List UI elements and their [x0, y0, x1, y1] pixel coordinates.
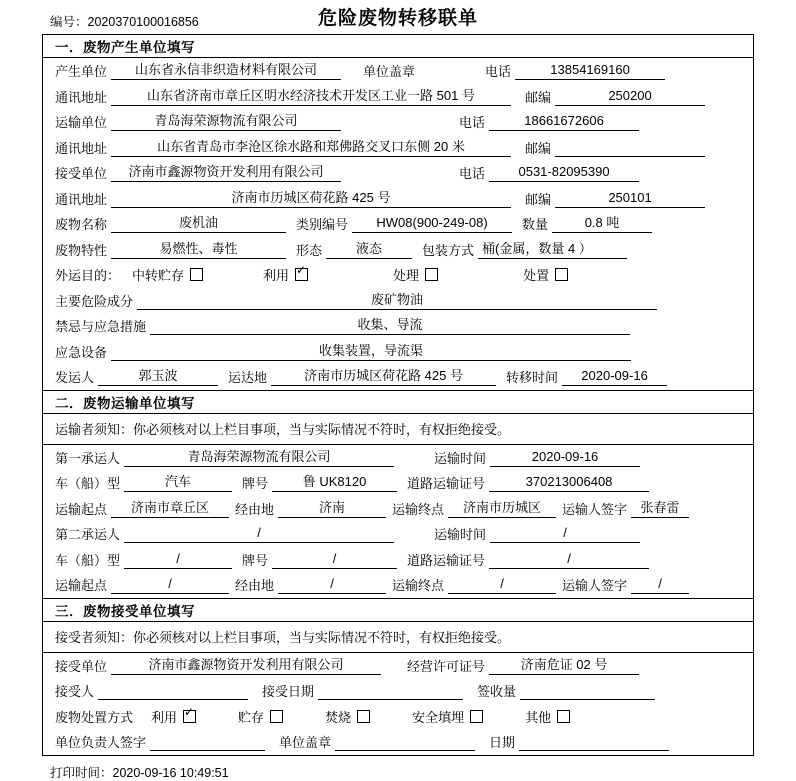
danger-component-line	[43, 288, 753, 314]
carrier-post-label: 邮编	[525, 140, 552, 156]
signed-qty-label: 签收量	[477, 684, 517, 700]
carrier1-row	[43, 444, 754, 470]
producer-post-label: 邮编	[525, 89, 552, 105]
receiver-notice: 接受者须知：你必须核对以上栏目事项，当与实际情况不符时，有权拒绝接受。	[55, 630, 511, 645]
quantity-label: 数量	[522, 217, 549, 233]
producer-phone-label: 电话	[485, 64, 512, 80]
waste-property-line	[43, 237, 753, 263]
document-number-value: 2020370100016856	[87, 15, 199, 29]
carrier-address-label: 通讯地址	[55, 140, 108, 156]
carrier-phone-label: 电话	[459, 115, 486, 131]
producer-address-value: 山东省济南市章丘区明水经济技术开发区工业一路 501 号	[111, 87, 511, 106]
carrier2-via-value: /	[278, 575, 386, 594]
section1-header-row	[43, 35, 754, 58]
method-landfill-checkbox[interactable]	[470, 710, 483, 723]
carrier1-route-line	[43, 496, 753, 522]
carrier-address-row	[43, 135, 754, 161]
purpose-transit-label: 中转贮存	[132, 268, 185, 284]
print-time-value: 2020-09-16 10:49:51	[112, 765, 229, 780]
category-value: HW08(900-249-08)	[352, 214, 512, 233]
document-header	[42, 0, 754, 34]
transfer-time-value: 2020-09-16	[562, 367, 667, 386]
carrier1-sign-label: 运输人签字	[562, 501, 628, 517]
carrier1-end-value: 济南市历城区	[448, 499, 556, 518]
section2-title: 二．废物运输单位填写	[43, 390, 754, 413]
producer-label: 产生单位	[55, 64, 108, 80]
carrier2-plate-value: /	[272, 550, 397, 569]
receiver-value: 济南市鑫源物资开发利用有限公司	[111, 163, 341, 182]
producer-phone-value: 13854169160	[515, 61, 665, 80]
producer-address-row	[43, 84, 754, 110]
carrier1-vehicle-row	[43, 470, 754, 496]
receive-person-row	[43, 678, 754, 704]
sender-row	[43, 364, 754, 390]
producer-value: 山东省永信非织造材料有限公司	[111, 61, 341, 80]
carrier2-via-label: 经由地	[235, 578, 275, 594]
receiver-post-label: 邮编	[525, 191, 552, 207]
destination-label: 运达地	[228, 370, 268, 386]
method-store-checkbox[interactable]	[270, 710, 283, 723]
carrier-notice: 运输者须知：你必须核对以上栏目事项，当与实际情况不符时，有权拒绝接受。	[55, 422, 511, 437]
transfer-purpose-label: 外运目的：	[55, 268, 121, 284]
permit-value: 济南危证 02 号	[489, 656, 639, 675]
method-other-checkbox[interactable]	[557, 710, 570, 723]
section3-title: 三．废物接受单位填写	[43, 598, 754, 621]
producer-post-value: 250200	[555, 87, 705, 106]
waste-property-label: 废物特性	[55, 242, 108, 258]
carrier2-row	[43, 521, 754, 547]
receiver-unit-value: 济南市鑫源物资开发利用有限公司	[111, 656, 381, 675]
carrier2-route-row	[43, 572, 754, 598]
producer-address-label: 通讯地址	[55, 89, 108, 105]
carrier2-end-value: /	[448, 575, 556, 594]
taboo-row	[43, 313, 754, 339]
taboo-value: 收集、导流	[150, 316, 630, 335]
receiver-label: 接受单位	[55, 166, 108, 182]
carrier1-license-value: 370213006408	[489, 473, 649, 492]
receiver-address-label: 通讯地址	[55, 191, 108, 207]
danger-component-label: 主要危险成分	[55, 293, 134, 309]
carrier1-end-label: 运输终点	[392, 501, 445, 517]
print-time	[42, 763, 754, 781]
carrier1-vehicle-line	[43, 470, 753, 496]
destination-value: 济南市历城区荷花路 425 号	[271, 367, 496, 386]
carrier2-time-value: /	[490, 524, 640, 543]
receiver-address-value: 济南市历城区荷花路 425 号	[111, 189, 511, 208]
carrier1-label: 第一承运人	[55, 450, 121, 466]
method-landfill-label: 安全填埋	[412, 709, 465, 725]
carrier1-sign-value: 张春雷	[631, 499, 689, 518]
carrier1-line	[43, 445, 753, 471]
carrier2-value: /	[124, 524, 394, 543]
receive-date-value	[318, 681, 463, 700]
carrier2-end-label: 运输终点	[392, 578, 445, 594]
carrier1-vehicle-label: 车（船）型	[55, 476, 121, 492]
emergency-equipment-label: 应急设备	[55, 344, 108, 360]
receiver-unit-label: 接受单位	[55, 658, 108, 674]
receiver-row	[43, 160, 754, 186]
receiver-address-row	[43, 186, 754, 212]
page-title: 危险废物转移联单	[317, 8, 478, 29]
seal-label: 单位盖章	[363, 64, 416, 80]
carrier1-start-label: 运输起点	[55, 501, 108, 517]
leader-sign-value	[150, 732, 265, 751]
category-label: 类别编号	[296, 217, 349, 233]
purpose-dispose-label: 处置	[523, 268, 550, 284]
disposal-method-label: 废物处置方式	[55, 709, 134, 725]
unit-seal-value	[335, 732, 475, 751]
carrier2-line	[43, 521, 753, 547]
method-other-label: 其他	[525, 709, 552, 725]
receive-person-value	[98, 681, 248, 700]
transfer-purpose-row	[43, 262, 754, 288]
section2-header-row	[43, 390, 754, 413]
danger-component-value: 废矿物油	[137, 291, 657, 310]
emergency-equipment-row	[43, 339, 754, 365]
signed-qty-value	[520, 681, 655, 700]
receiver-phone-label: 电话	[459, 166, 486, 182]
carrier2-route-line	[43, 572, 753, 598]
method-burn-label: 焚烧	[325, 709, 352, 725]
carrier1-value: 青岛海荣源物流有限公司	[124, 448, 394, 467]
carrier2-start-value: /	[111, 575, 229, 594]
carrier-address-line	[43, 135, 753, 161]
carrier-line	[43, 109, 753, 135]
carrier-phone-value: 18661672606	[489, 112, 639, 131]
method-store-label: 贮存	[238, 709, 265, 725]
carrier2-start-label: 运输起点	[55, 578, 108, 594]
carrier2-license-value: /	[489, 550, 649, 569]
producer-line	[43, 58, 753, 84]
receiver-unit-line	[43, 653, 753, 679]
sender-line	[43, 364, 753, 390]
carrier-value: 青岛海荣源物流有限公司	[111, 112, 341, 131]
danger-component-row	[43, 288, 754, 314]
permit-label: 经营许可证号	[407, 658, 486, 674]
document-number-label: 编号：	[50, 15, 88, 29]
purpose-transit-checkbox[interactable]	[190, 268, 203, 281]
leader-sign-label: 单位负责人签字	[55, 735, 147, 751]
purpose-dispose-checkbox[interactable]	[555, 268, 568, 281]
taboo-line	[43, 313, 753, 339]
receive-person-label: 接受人	[55, 684, 95, 700]
carrier1-time-value: 2020-09-16	[490, 448, 640, 467]
section1-title: 一．废物产生单位填写	[43, 35, 754, 58]
receiver-phone-value: 0531-82095390	[489, 163, 639, 182]
disposal-method-row	[43, 704, 754, 730]
packaging-value: 桶(金属，数量 4 ）	[478, 240, 627, 259]
method-burn-checkbox[interactable]	[357, 710, 370, 723]
carrier1-license-label: 道路运输证号	[407, 476, 486, 492]
form-value: 液态	[326, 240, 412, 259]
waste-property-row	[43, 237, 754, 263]
method-use-checkbox[interactable]	[183, 710, 196, 723]
waste-name-row	[43, 211, 754, 237]
receive-date-label: 接受日期	[262, 684, 315, 700]
waste-name-value: 废机油	[111, 214, 286, 233]
carrier-row	[43, 109, 754, 135]
carrier1-plate-value: 鲁 UK8120	[272, 473, 397, 492]
purpose-treat-label: 处理	[393, 268, 420, 284]
final-date-value	[519, 732, 669, 751]
carrier2-sign-label: 运输人签字	[562, 578, 628, 594]
receiver-notice-row	[43, 621, 754, 652]
carrier2-time-label: 运输时间	[434, 527, 487, 543]
receiver-address-line	[43, 186, 753, 212]
receiver-post-value: 250101	[555, 189, 705, 208]
purpose-use-label: 利用	[263, 268, 290, 284]
purpose-use-checkbox[interactable]	[295, 268, 308, 281]
sender-value: 郭玉波	[98, 367, 218, 386]
carrier1-time-label: 运输时间	[434, 450, 487, 466]
carrier2-sign-value: /	[631, 575, 689, 594]
method-use-label: 利用	[151, 709, 178, 725]
carrier-address-value: 山东省青岛市李沧区徐水路和郑佛路交叉口东侧 20 米	[111, 138, 511, 157]
carrier2-vehicle-value: /	[124, 550, 232, 569]
carrier2-vehicle-row	[43, 547, 754, 573]
receive-person-line	[43, 678, 753, 704]
disposal-method-line	[43, 704, 753, 730]
waste-name-label: 废物名称	[55, 217, 108, 233]
carrier2-license-label: 道路运输证号	[407, 552, 486, 568]
emergency-equipment-value: 收集装置，导流渠	[111, 342, 631, 361]
carrier1-vehicle-value: 汽车	[124, 473, 232, 492]
quantity-value: 0.8 吨	[552, 214, 652, 233]
emergency-equipment-line	[43, 339, 753, 365]
packaging-label: 包装方式	[422, 242, 475, 258]
carrier1-via-value: 济南	[278, 499, 386, 518]
leader-sign-row	[43, 729, 754, 755]
carrier-notice-row	[43, 413, 754, 444]
carrier1-route-row	[43, 496, 754, 522]
unit-seal-label: 单位盖章	[279, 735, 332, 751]
purpose-treat-checkbox[interactable]	[425, 268, 438, 281]
carrier2-label: 第二承运人	[55, 527, 121, 543]
waste-property-value: 易燃性、毒性	[111, 240, 286, 259]
producer-address-line	[43, 84, 753, 110]
carrier1-start-value: 济南市章丘区	[111, 499, 229, 518]
final-date-label: 日期	[489, 735, 516, 751]
print-time-label: 打印时间：	[50, 765, 113, 780]
carrier1-via-label: 经由地	[235, 501, 275, 517]
receiver-line	[43, 160, 753, 186]
taboo-label: 禁忌与应急措施	[55, 319, 147, 335]
transfer-purpose-line	[43, 262, 753, 288]
carrier-post-value	[555, 138, 705, 157]
carrier2-vehicle-label: 车（船）型	[55, 552, 121, 568]
section3-header-row	[43, 598, 754, 621]
carrier2-plate-label: 牌号	[242, 552, 269, 568]
waste-name-line	[43, 211, 753, 237]
carrier-label: 运输单位	[55, 115, 108, 131]
carrier1-plate-label: 牌号	[242, 476, 269, 492]
receiver-unit-row	[43, 652, 754, 678]
producer-row	[43, 58, 754, 84]
transfer-time-label: 转移时间	[506, 370, 559, 386]
manifest-table	[42, 34, 754, 756]
form-label: 形态	[296, 242, 323, 258]
leader-sign-line	[43, 729, 753, 755]
carrier2-vehicle-line	[43, 547, 753, 573]
sender-label: 发运人	[55, 370, 95, 386]
